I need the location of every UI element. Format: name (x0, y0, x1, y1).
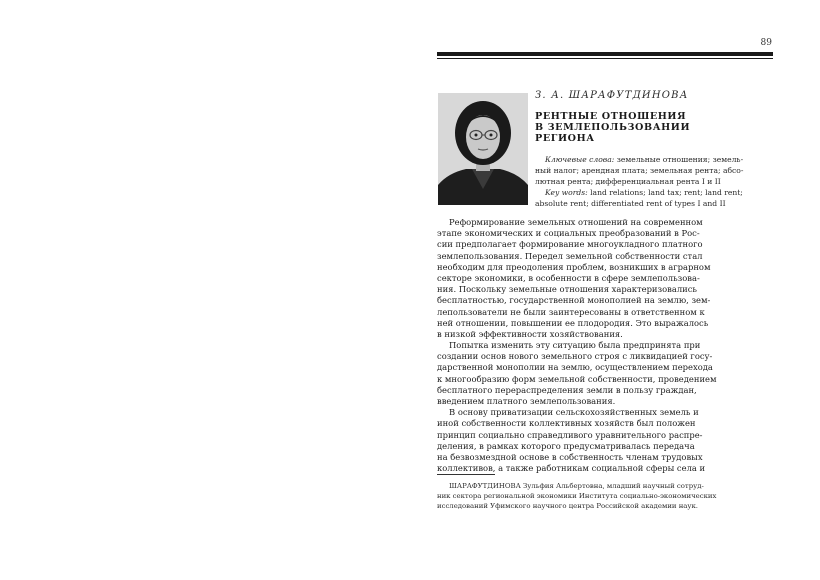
keywords-block (535, 154, 775, 209)
title-line: В ЗЕМЛЕПОЛЬЗОВАНИИ (535, 122, 691, 134)
body-line: на безвозмездной основе в собственность членам трудовых (437, 451, 703, 462)
footnote (437, 481, 777, 512)
author-name: З. А. ШАРАФУТДИНОВА (535, 90, 689, 101)
body-line: принцип социально справедливого уравнительного распре- (437, 429, 703, 440)
title-line: РЕНТНЫЕ ОТНОШЕНИЯ (535, 111, 687, 122)
footnote-rule (437, 474, 495, 475)
body-line: создании основ нового земельного строя с ликвидацией госу- (437, 351, 713, 362)
footnote-line: ник сектора региональной экономики Института социально-экономических (437, 492, 717, 501)
body-line: ния. Поскольку земельные отношения характеризовались (437, 284, 697, 295)
title-line: РЕГИОНА (535, 133, 595, 145)
keywords-en-text: absolute rent; differentiated rent of types I and II (535, 199, 726, 208)
body-line: Реформирование земельных отношений на современном (449, 217, 703, 227)
body-line: лепользователи не были заинтересованы в ответственном к (437, 306, 705, 317)
keywords-ru-text: ный налог; арендная плата; земельная рента; абсо- (535, 166, 744, 175)
header-rule-thin (437, 58, 773, 59)
body-line: необходим для преодоления проблем, возникших в аграрном (437, 261, 711, 272)
body-line: деления, в рамках которого предусматривалась передача (437, 440, 695, 451)
footnote-line: ШАРАФУТДИНОВА Зульфия Альбертовна, младший научный сотруд- (449, 482, 704, 490)
page-number: 89 (760, 38, 772, 48)
body-line: дарственной монополии на землю, осуществлением перехода (437, 362, 713, 373)
author-photo (438, 93, 528, 205)
keywords-en-text: land relations; land tax; rent; land rent; (590, 188, 743, 197)
body-line: сии предполагает формирование многоукладного платного (437, 239, 703, 250)
body-line: коллективов, а также работникам социальной сферы села и (437, 463, 706, 474)
footnote-line: исследований Уфимского научного центра Российской академии наук. (437, 502, 698, 511)
body-line: введением платного землепользования. (437, 396, 616, 406)
body-line: бесплатностью, государственной монополией на землю, зем- (437, 295, 711, 306)
body-line: этапе экономических и социальных преобразований в Рос- (437, 228, 700, 239)
body-line: ней отношении, повышении ее плодородия. Это выражалось (437, 317, 709, 328)
body-line: землепользования. Передел земельной собственности стал (437, 250, 703, 261)
body-line: в низкой эффективности хозяйствования. (437, 328, 623, 339)
header-rule (437, 52, 773, 56)
body-line: бесплатного перераспределения земли в пользу граждан, (437, 384, 697, 395)
body-line: секторе экономики, в особенности в сфере землепользова- (437, 272, 700, 283)
keywords-ru-text: лютная рента; дифференциальная рента I и II (535, 177, 721, 186)
body-line: Попытка изменить эту ситуацию была предпринята при (449, 340, 701, 351)
body-line: к многообразию форм земельной собственности, проведением (437, 373, 717, 384)
article-title (535, 111, 775, 145)
keywords-ru-text: земельные отношения; земель- (616, 155, 744, 164)
body-text (437, 217, 773, 474)
keywords-ru-label: Ключевые слова: (545, 155, 615, 164)
keywords-en-label: Key words: (545, 188, 588, 197)
body-line: иной собственности коллективных хозяйств был положен (437, 418, 696, 429)
body-line: В основу приватизации сельскохозяйственных земель и (449, 407, 699, 418)
